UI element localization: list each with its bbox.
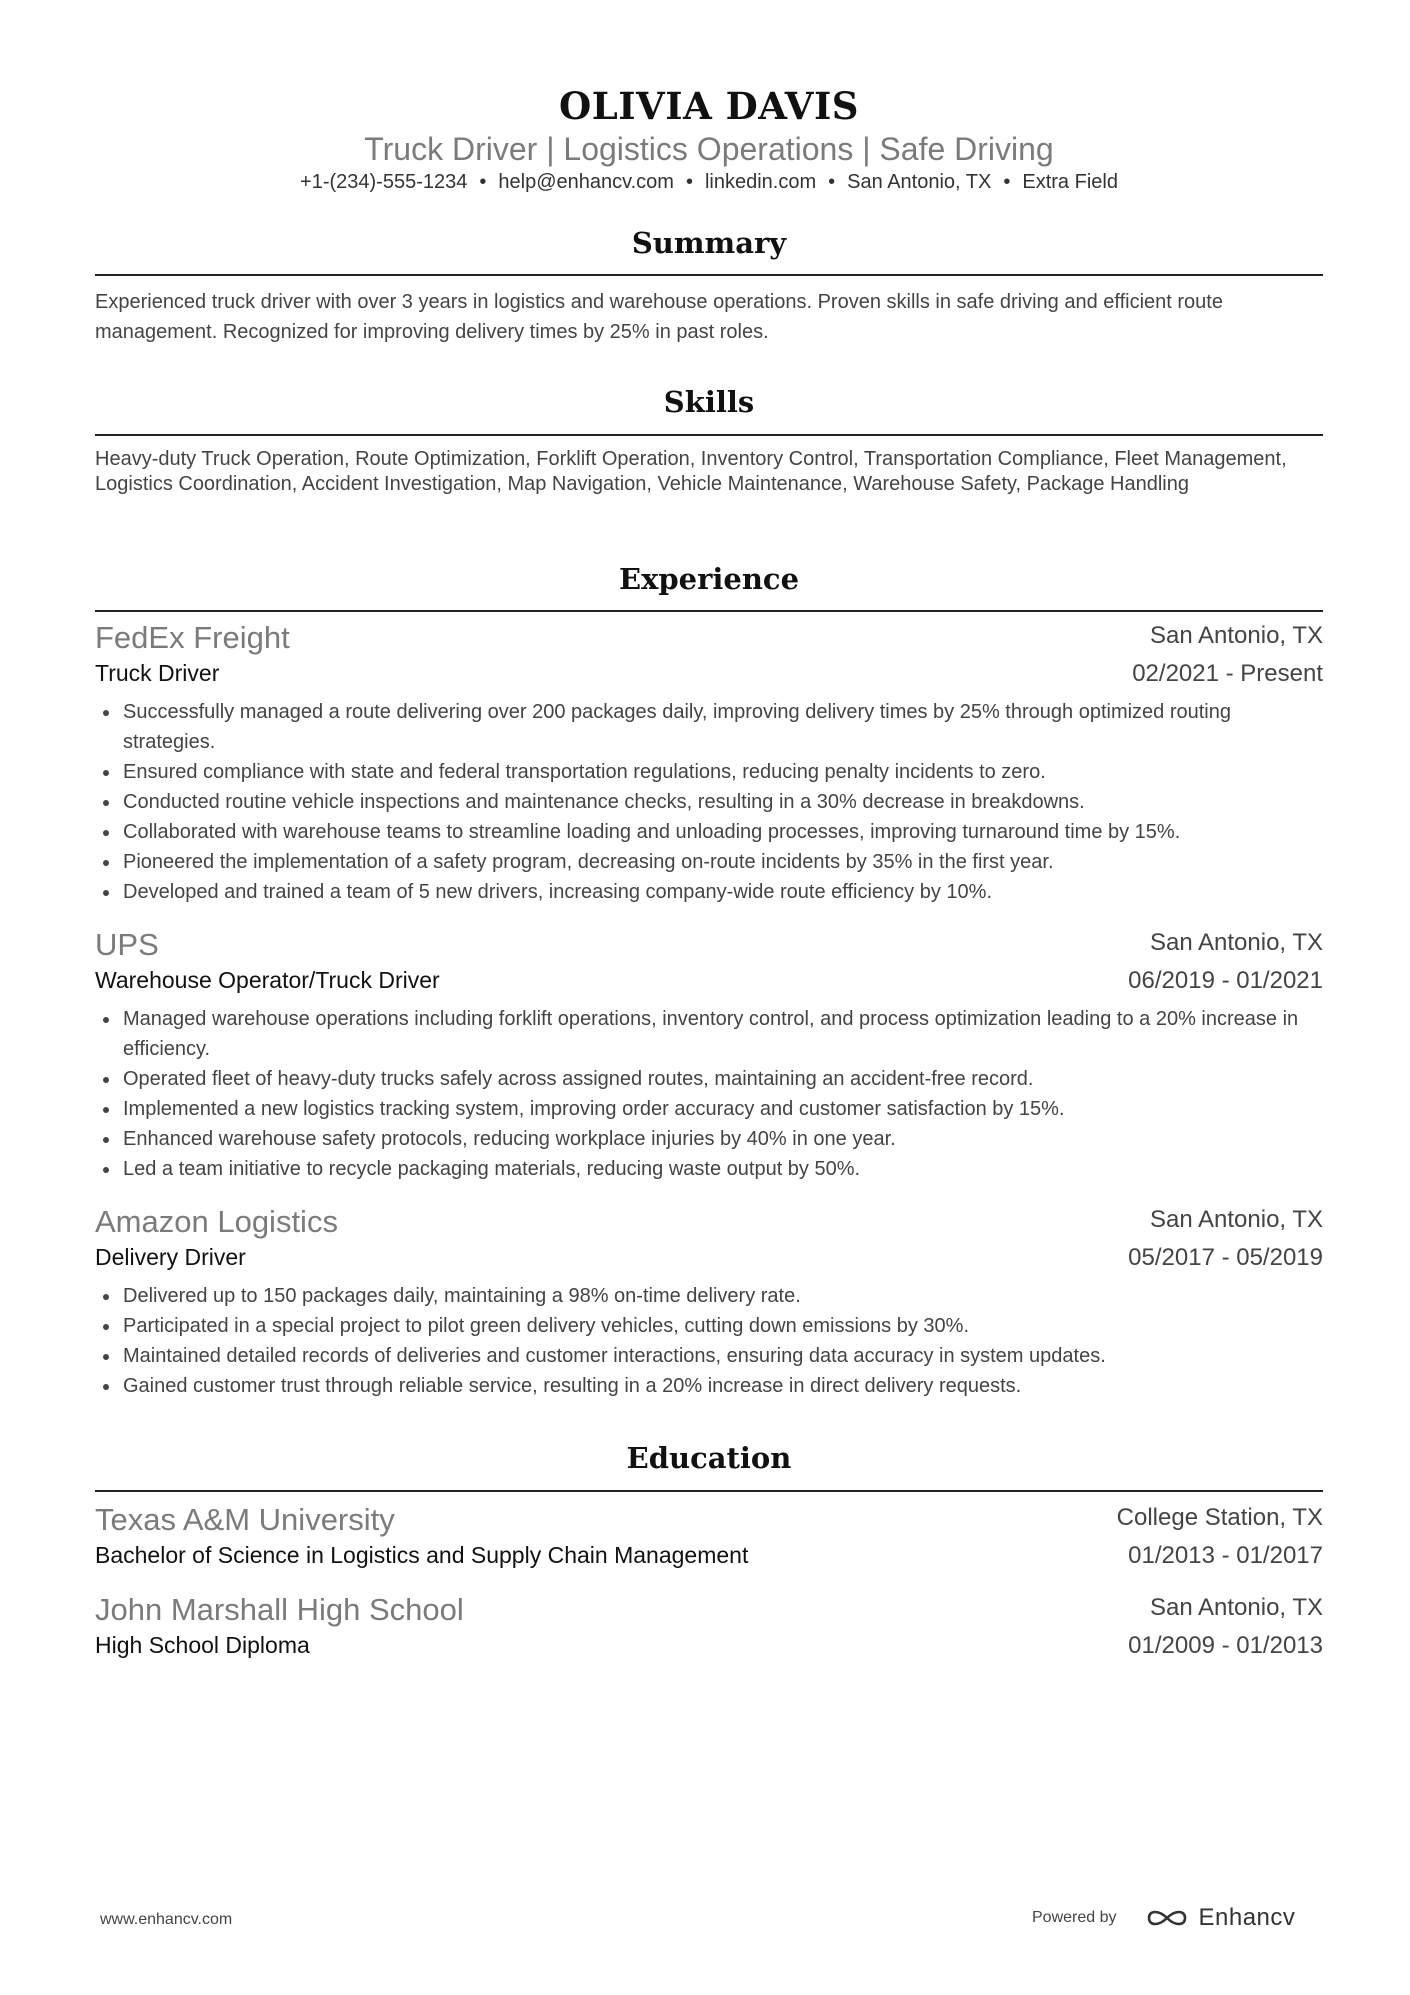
job-location: San Antonio, TX — [1149, 622, 1323, 649]
list-item: Enhanced warehouse safety protocols, reducing workplace injuries by 40% in one year. — [95, 1124, 1323, 1154]
job-dates: 02/2021 - Present — [1132, 660, 1323, 687]
education-school: Texas A&M University — [95, 1502, 395, 1537]
enhancv-brand-text: Enhancv — [1198, 1904, 1296, 1931]
education-subheader — [95, 1542, 1323, 1578]
job-bullets — [95, 1281, 1323, 1401]
candidate-name: OLIVIA DAVIS — [559, 84, 859, 128]
contact-email[interactable]: help@enhancv.com — [498, 171, 674, 193]
list-item: Maintained detailed records of deliveries and customer interactions, ensuring data accuracy in system updates. — [95, 1341, 1323, 1371]
job-company: Amazon Logistics — [95, 1204, 338, 1239]
job-role: Delivery Driver — [95, 1244, 246, 1270]
list-item: Ensured compliance with state and federal transportation regulations, reducing penalty incidents to zero. — [95, 757, 1323, 787]
job-role: Warehouse Operator/Truck Driver — [95, 967, 440, 993]
contact-linkedin[interactable]: linkedin.com — [704, 171, 817, 193]
summary-text: Experienced truck driver with over 3 years in logistics and warehouse operations. Proven skills in safe driving and efficient route management. Recognized for improving delivery times by 25% in past roles. — [95, 291, 1223, 343]
job-subheader — [95, 1244, 1323, 1280]
list-item: Pioneered the implementation of a safety program, decreasing on-route incidents by 35% in the first year. — [95, 847, 1323, 877]
education-degree: Bachelor of Science in Logistics and Supply Chain Management — [95, 1542, 749, 1568]
job-bullets — [95, 1004, 1323, 1184]
contact-separator: • — [828, 171, 836, 193]
list-item: Implemented a new logistics tracking system, improving order accuracy and customer satisfaction by 15%. — [95, 1094, 1323, 1124]
contact-separator: • — [1003, 171, 1011, 193]
education-dates: 01/2013 - 01/2017 — [1128, 1542, 1323, 1569]
job-location: San Antonio, TX — [1149, 1206, 1323, 1233]
job-company: UPS — [95, 927, 159, 962]
footer-website[interactable]: www.enhancv.com — [100, 1911, 233, 1928]
education-location: College Station, TX — [1116, 1504, 1323, 1531]
list-item: Gained customer trust through reliable service, resulting in a 20% increase in direct delivery requests. — [95, 1371, 1323, 1401]
section-title-education: Education — [626, 1441, 792, 1475]
section-divider — [95, 1490, 1323, 1492]
job-header — [95, 927, 1323, 963]
job-subheader — [95, 660, 1323, 696]
enhancv-logo-icon — [1143, 1904, 1191, 1932]
education-header — [95, 1592, 1323, 1628]
section-divider — [95, 434, 1323, 436]
job-bullets — [95, 697, 1323, 907]
list-item: Participated in a special project to pilot green delivery vehicles, cutting down emissions by 30%. — [95, 1311, 1323, 1341]
list-item: Operated fleet of heavy-duty trucks safely across assigned routes, maintaining an accident-free record. — [95, 1064, 1323, 1094]
footer-branding[interactable] — [1032, 1900, 1295, 1936]
education-location: San Antonio, TX — [1149, 1594, 1323, 1621]
skills-text: Heavy-duty Truck Operation, Route Optimization, Forklift Operation, Inventory Control, Transportation Compliance, Fleet Management, Logistics Coordination, Accident Investigation, Map Navigation, Vehicle Maintenance, Warehouse Safety, Package Handling — [95, 448, 1287, 495]
education-header — [95, 1502, 1323, 1538]
section-title-experience: Experience — [618, 562, 800, 596]
section-divider — [95, 610, 1323, 612]
job-company: FedEx Freight — [95, 620, 290, 655]
list-item: Successfully managed a route delivering over 200 packages daily, improving delivery times by 25% through optimized routing strategies. — [95, 697, 1323, 757]
job-dates: 05/2017 - 05/2019 — [1128, 1244, 1323, 1271]
section-title-summary: Summary — [631, 226, 787, 260]
list-item: Collaborated with warehouse teams to streamline loading and unloading processes, improving turnaround time by 15%. — [95, 817, 1323, 847]
section-divider — [95, 274, 1323, 276]
powered-by-label: Powered by — [1032, 1909, 1117, 1926]
education-school: John Marshall High School — [95, 1592, 464, 1627]
job-subheader — [95, 967, 1323, 1003]
contact-line — [95, 171, 1323, 194]
list-item: Delivered up to 150 packages daily, maintaining a 98% on-time delivery rate. — [95, 1281, 1323, 1311]
list-item: Managed warehouse operations including forklift operations, inventory control, and process optimization leading to a 20% increase in efficiency. — [95, 1004, 1323, 1064]
job-dates: 06/2019 - 01/2021 — [1128, 967, 1323, 994]
education-degree: High School Diploma — [95, 1632, 310, 1658]
candidate-headline: Truck Driver | Logistics Operations | Safe Driving — [364, 131, 1054, 167]
contact-phone: +1-(234)-555-1234 — [300, 171, 468, 193]
job-header — [95, 620, 1323, 656]
section-title-skills: Skills — [663, 385, 755, 419]
list-item: Conducted routine vehicle inspections and maintenance checks, resulting in a 30% decrease in breakdowns. — [95, 787, 1323, 817]
contact-separator: • — [685, 171, 693, 193]
job-role: Truck Driver — [95, 660, 220, 686]
contact-extra: Extra Field — [1022, 171, 1118, 193]
education-subheader — [95, 1632, 1323, 1668]
list-item: Led a team initiative to recycle packaging materials, reducing waste output by 50%. — [95, 1154, 1323, 1184]
contact-location: San Antonio, TX — [847, 171, 992, 193]
contact-separator: • — [479, 171, 487, 193]
education-dates: 01/2009 - 01/2013 — [1128, 1632, 1323, 1659]
list-item: Developed and trained a team of 5 new drivers, increasing company-wide route efficiency by 10%. — [95, 877, 1323, 907]
job-header — [95, 1204, 1323, 1240]
job-location: San Antonio, TX — [1149, 929, 1323, 956]
